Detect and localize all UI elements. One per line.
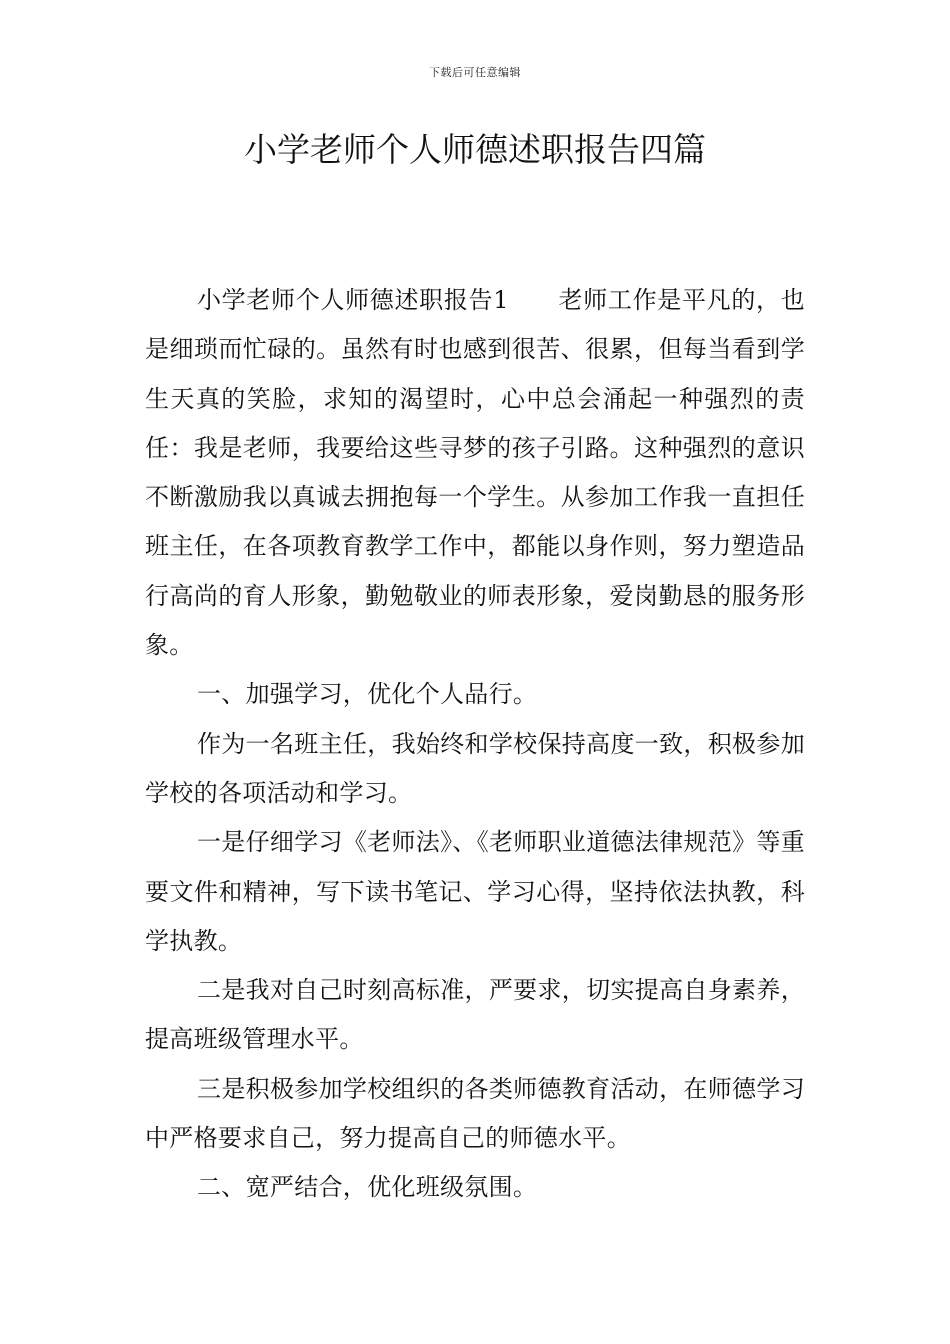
header-note: 下载后可任意编辑: [429, 66, 521, 79]
document-title: 小学老师个人师德述职报告四篇: [244, 130, 706, 169]
paragraph: 二是我对自己时刻高标准，严要求，切实提高自身素养，提高班级管理水平。: [145, 976, 805, 1054]
section-heading-1: 一、加强学习，优化个人品行。: [197, 680, 538, 709]
document-body: [145, 276, 805, 1213]
paragraph: 作为一名班主任，我始终和学校保持高度一致，积极参加学校的各项活动和学习。: [145, 729, 805, 807]
section-heading-2: 二、宽严结合，优化班级氛围。: [197, 1173, 538, 1202]
paragraph: 三是积极参加学校组织的各类师德教育活动，在师德学习中严格要求自己，努力提高自己的师德水平。: [145, 1074, 805, 1153]
paragraph-intro: 小学老师个人师德述职报告1 老师工作是平凡的，也是细琐而忙碌的。虽然有时也感到很苦、很累，但每当看到学生天真的笑脸，求知的渴望时，心中总会涌起一种强烈的责任：我是老师，我要给这些寻梦的孩子引路。这种强烈的意识不断激励我以真诚去拥抱每一个学生。从参加工作我一直担任班主任，在各项教育教学工作中，都能以身作则，努力塑造品行高尚的育人形象，勤勉敬业的师表形象，爱岗勤恳的服务形象。: [145, 286, 805, 660]
paragraph: 一是仔细学习《老师法》、《老师职业道德法律规范》等重要文件和精神，写下读书笔记、学习心得，坚持依法执教，科学执教。: [145, 828, 805, 955]
